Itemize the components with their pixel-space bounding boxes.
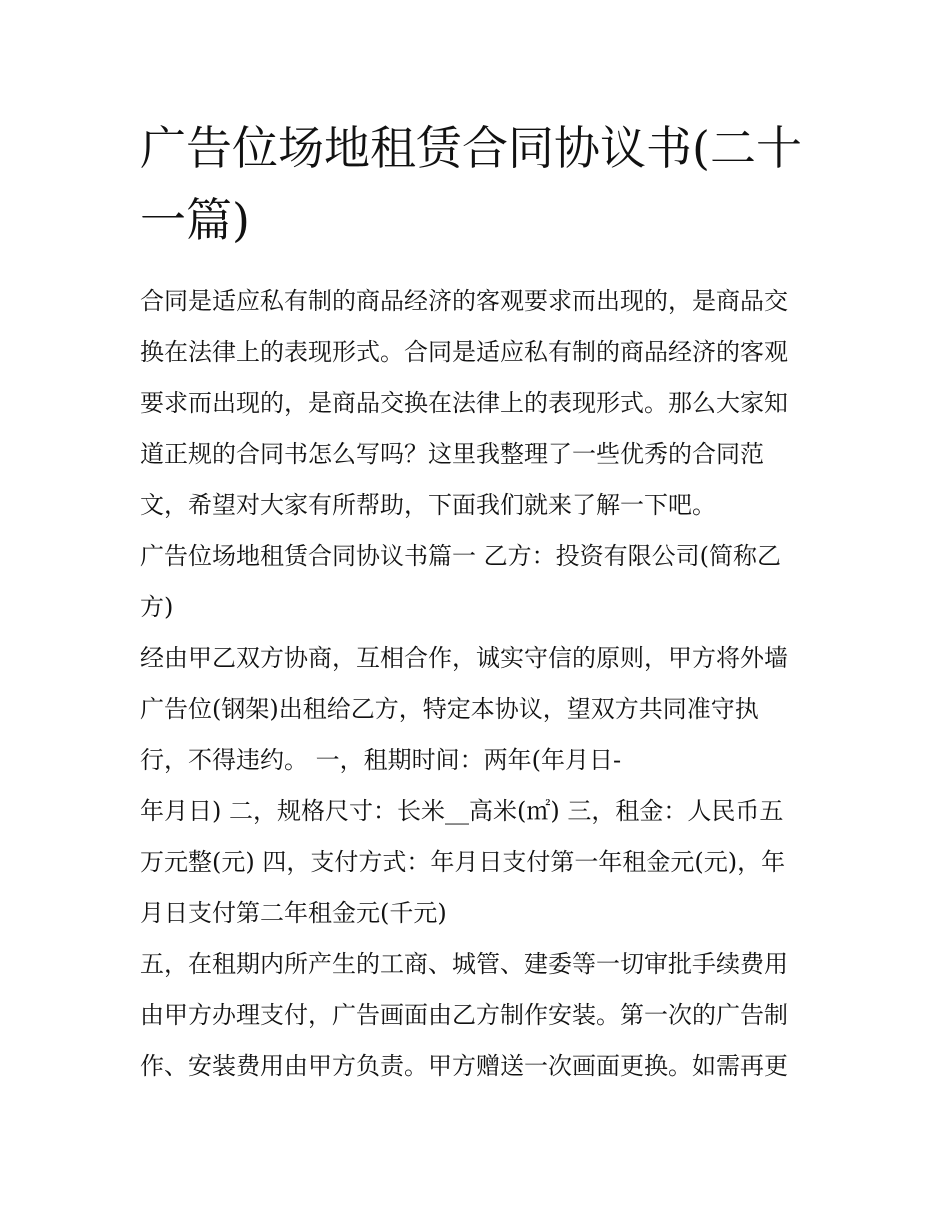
body-line: 方) (140, 593, 174, 621)
body-line: 换在法律上的表现形式。合同是适应私有制的商品经济的客观 (140, 338, 788, 366)
document-title: 广告位场地租赁合同协议书(二十一篇) (140, 121, 802, 247)
body-line: 由甲方办理支付，广告画面由乙方制作安装。第一次的广告制 (140, 1001, 788, 1029)
body-line: 道正规的合同书怎么写吗？这里我整理了一些优秀的合同范 (140, 440, 764, 468)
body-line: 万元整(元) 四，支付方式：年月日支付第一年租金元(元)，年 (140, 848, 786, 876)
body-line: 广告位(钢架)出租给乙方，特定本协议，望双方共同准守执 (140, 695, 759, 723)
body-line: 月日支付第二年租金元(千元) (140, 899, 447, 927)
body-line: 经由甲乙双方协商，互相合作，诚实守信的原则，甲方将外墙 (140, 644, 788, 672)
body-line: 五，在租期内所产生的工商、城管、建委等一切审批手续费用 (140, 950, 788, 978)
body-line: 广告位场地租赁合同协议书篇一 乙方：投资有限公司(简称乙 (140, 542, 781, 570)
body-line: 年月日) 二，规格尺寸：长米__高米(㎡) 三，租金：人民币五 (140, 797, 784, 825)
body-line: 合同是适应私有制的商品经济的客观要求而出现的，是商品交 (140, 287, 788, 315)
body-line: 行，不得违约。 一，租期时间：两年(年月日- (140, 746, 622, 774)
body-line: 文，希望对大家有所帮助，下面我们就来了解一下吧。 (140, 491, 716, 519)
body-line: 要求而出现的，是商品交换在法律上的表现形式。那么大家知 (140, 389, 788, 417)
body-line: 作、安装费用由甲方负责。甲方赠送一次画面更换。如需再更 (140, 1052, 788, 1080)
